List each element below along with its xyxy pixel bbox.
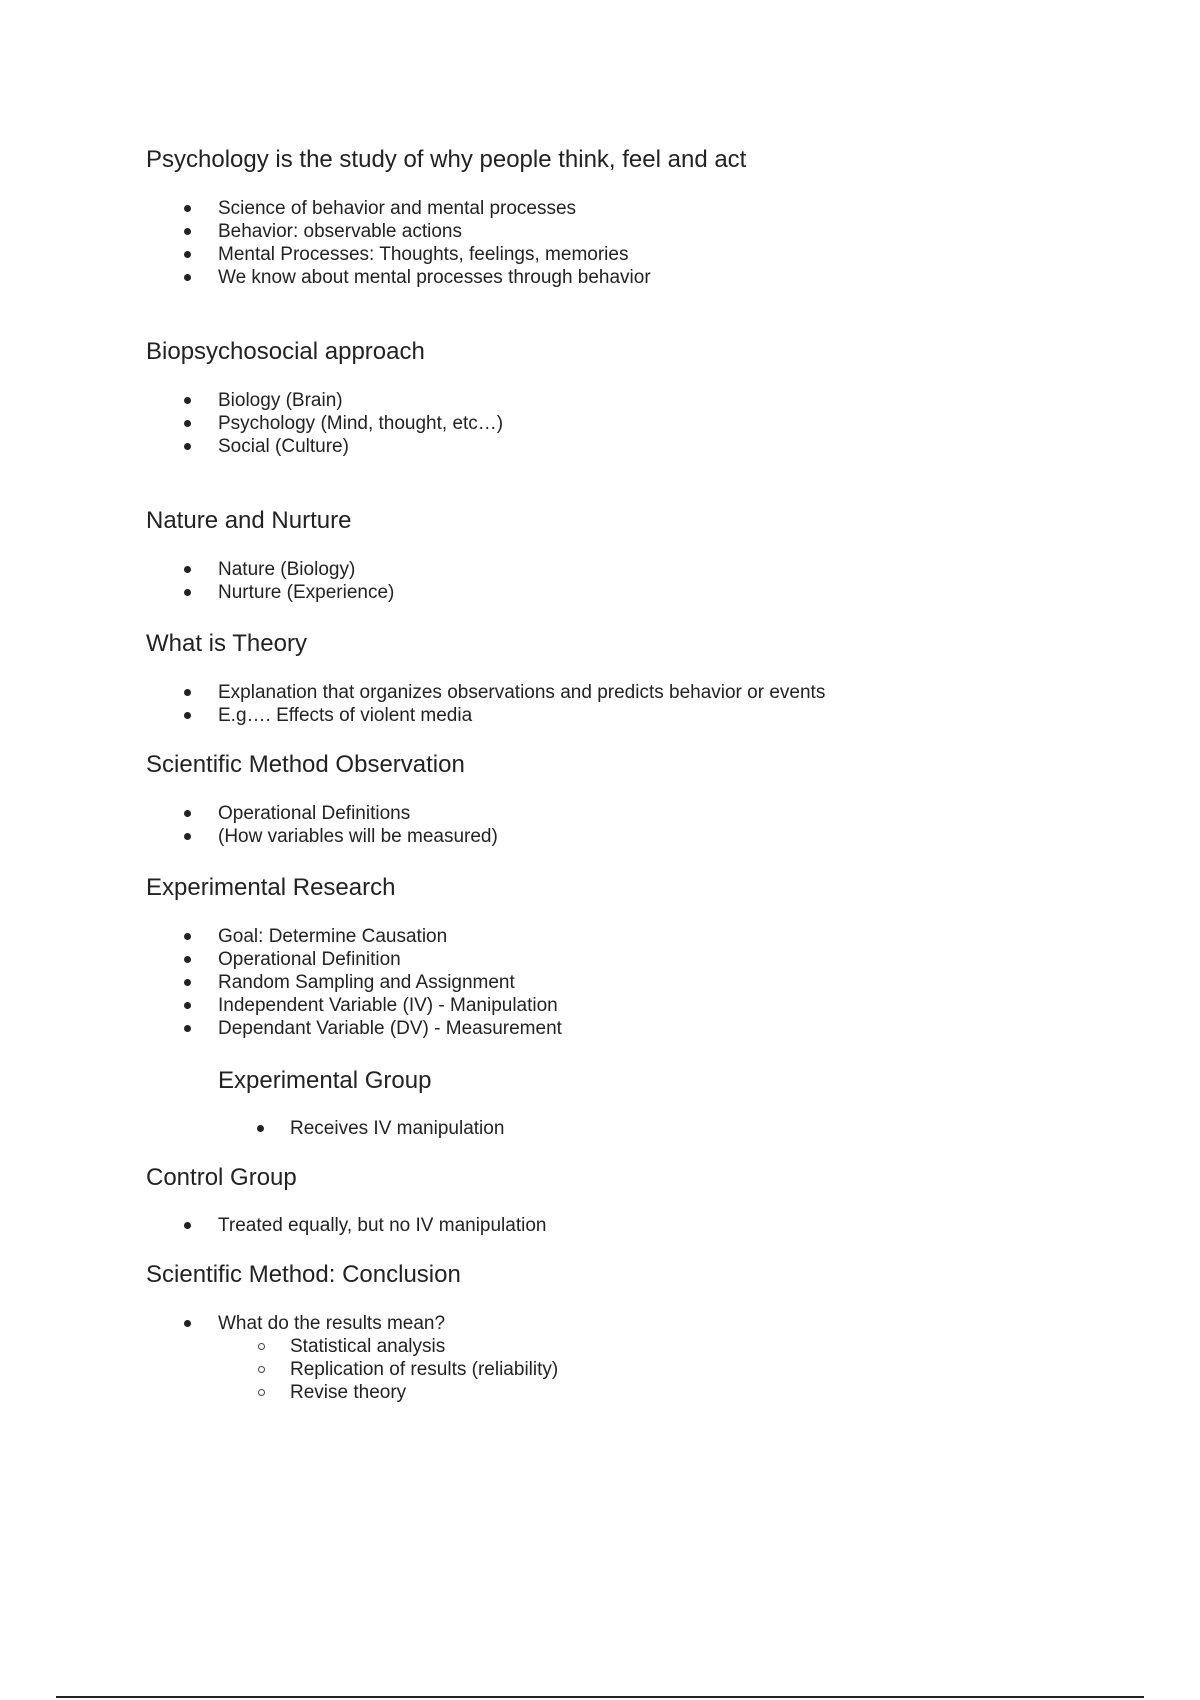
list-item: Psychology (Mind, thought, etc…) — [0, 412, 1000, 435]
list-item: Nature (Biology) — [0, 558, 1000, 581]
list-item: Dependant Variable (DV) - Measurement — [0, 1017, 1000, 1040]
list-item: Biology (Brain) — [0, 389, 1000, 412]
list-item: What do the results mean? — [0, 1312, 1000, 1335]
list-item: Goal: Determine Causation — [0, 925, 1000, 948]
bullet-list-conclusion — [0, 1312, 1000, 1404]
list-item: Operational Definitions — [0, 802, 1000, 825]
list-item: Treated equally, but no IV manipulation — [0, 1214, 1000, 1237]
section-heading-conclusion: Scientific Method: Conclusion — [146, 1261, 461, 1288]
list-item: Science of behavior and mental processes — [0, 197, 1000, 220]
section-heading-control-group: Control Group — [146, 1164, 297, 1191]
bullet-list-experimental-group — [0, 1117, 1000, 1140]
list-item: Operational Definition — [0, 948, 1000, 971]
bullet-list-theory — [0, 681, 1000, 727]
section-heading-theory: What is Theory — [146, 630, 307, 657]
page-bottom-rule — [56, 1696, 1144, 1698]
list-item: Social (Culture) — [0, 435, 1000, 458]
subsection-heading-experimental-group: Experimental Group — [218, 1067, 432, 1094]
list-item: Receives IV manipulation — [0, 1117, 1000, 1140]
bullet-list-psychology — [0, 197, 1000, 289]
list-item: Nurture (Experience) — [0, 581, 1000, 604]
list-item: Mental Processes: Thoughts, feelings, memories — [0, 243, 1000, 266]
section-heading-biopsychosocial: Biopsychosocial approach — [146, 338, 425, 365]
list-item: (How variables will be measured) — [0, 825, 1000, 848]
list-item: Independent Variable (IV) - Manipulation — [0, 994, 1000, 1017]
list-item: Behavior: observable actions — [0, 220, 1000, 243]
section-heading-observation: Scientific Method Observation — [146, 751, 465, 778]
bullet-list-observation — [0, 802, 1000, 848]
list-item: E.g…. Effects of violent media — [0, 704, 1000, 727]
list-subitem: Revise theory — [0, 1381, 1000, 1404]
section-heading-psychology: Psychology is the study of why people think, feel and act — [146, 146, 747, 173]
list-item: Random Sampling and Assignment — [0, 971, 1000, 994]
list-item: We know about mental processes through behavior — [0, 266, 1000, 289]
section-heading-nature-nurture: Nature and Nurture — [146, 507, 352, 534]
bullet-list-nature-nurture — [0, 558, 1000, 604]
bullet-list-biopsychosocial — [0, 389, 1000, 458]
list-subitem: Statistical analysis — [0, 1335, 1000, 1358]
list-item: Explanation that organizes observations and predicts behavior or events — [0, 681, 1000, 704]
list-subitem: Replication of results (reliability) — [0, 1358, 1000, 1381]
bullet-list-control-group — [0, 1214, 1000, 1237]
bullet-list-experimental-research — [0, 925, 1000, 1040]
section-heading-experimental-research: Experimental Research — [146, 874, 396, 901]
